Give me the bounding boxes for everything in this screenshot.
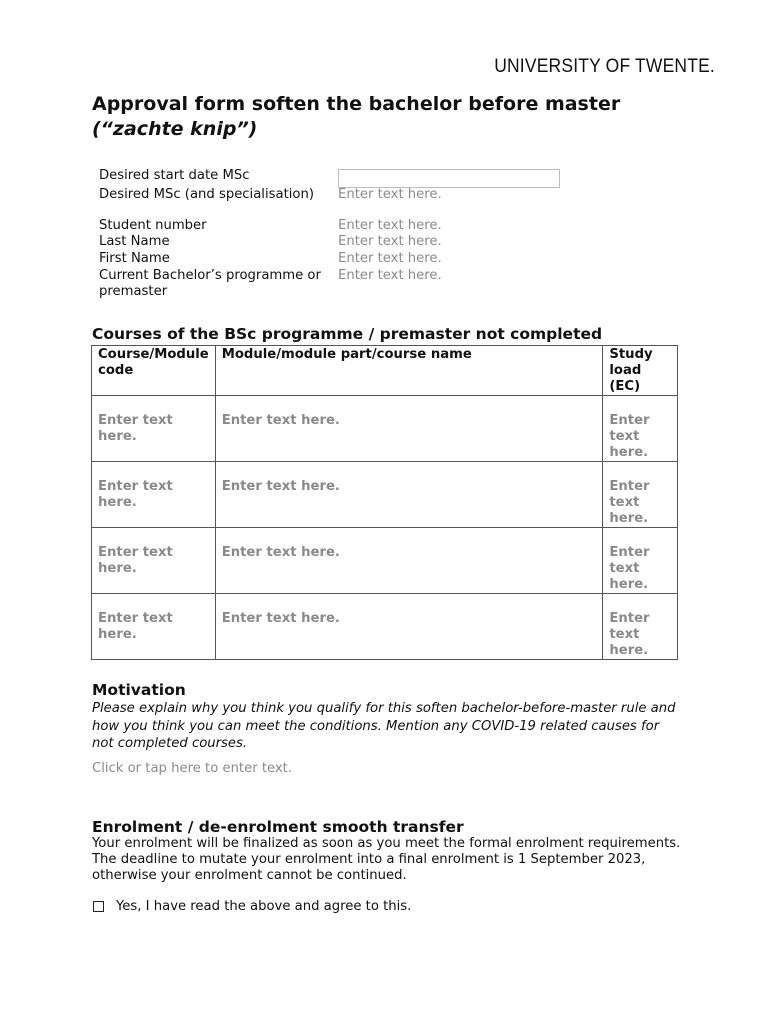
- personal-details-form: [99, 168, 619, 300]
- field-label-first-name: First Name: [99, 251, 170, 266]
- field-label-current-programme: Current Bachelor’s programme or premaster: [99, 268, 321, 299]
- enrolment-text: Your enrolment will be finalized as soon as you meet the formal enrolment requirements. The deadline to mutate your enrolment into a final enrolment is 1 September 2023, otherwise your enrolment cannot be continued.: [92, 836, 681, 883]
- course-code-input[interactable]: Enter text here.: [92, 396, 216, 462]
- field-row-current-programme: [99, 268, 619, 300]
- study-load-input[interactable]: Enter text here.: [603, 396, 678, 462]
- student-number-input[interactable]: Enter text here.: [338, 218, 442, 233]
- course-code-input[interactable]: Enter text here.: [92, 594, 216, 660]
- table-row: [92, 594, 678, 660]
- study-load-input[interactable]: Enter text here.: [603, 528, 678, 594]
- start-date-input[interactable]: [338, 169, 560, 188]
- first-name-input[interactable]: Enter text here.: [338, 251, 442, 266]
- agree-row[interactable]: [92, 899, 411, 914]
- course-code-input[interactable]: Enter text here.: [92, 528, 216, 594]
- study-load-input[interactable]: Enter text here.: [603, 594, 678, 660]
- current-programme-input[interactable]: Enter text here.: [338, 268, 442, 283]
- table-header-row: [92, 346, 678, 396]
- field-row-start-date: [99, 168, 619, 187]
- last-name-input[interactable]: Enter text here.: [338, 234, 442, 249]
- course-name-input[interactable]: Enter text here.: [215, 462, 603, 528]
- course-name-input[interactable]: Enter text here.: [215, 594, 603, 660]
- course-name-input[interactable]: Enter text here.: [215, 528, 603, 594]
- courses-table: [91, 345, 678, 660]
- course-name-input[interactable]: Enter text here.: [215, 396, 603, 462]
- motivation-input[interactable]: Click or tap here to enter text.: [92, 761, 293, 776]
- column-header-code: Course/Module code: [92, 346, 216, 396]
- page-title: [92, 92, 692, 142]
- field-row-first-name: [99, 251, 619, 268]
- title-line-1: Approval form soften the bachelor before master: [92, 93, 621, 115]
- field-row-last-name: [99, 234, 619, 251]
- field-row-desired-msc: [99, 187, 619, 219]
- agree-label: Yes, I have read the above and agree to this.: [116, 899, 412, 914]
- agree-checkbox[interactable]: [93, 901, 104, 912]
- courses-heading: Courses of the BSc programme / premaster not completed: [92, 325, 603, 343]
- university-logo: UNIVERSITY OF TWENTE.: [494, 56, 715, 77]
- field-label-desired-msc: Desired MSc (and specialisation): [99, 187, 314, 202]
- field-row-student-number: [99, 218, 619, 234]
- table-row: [92, 462, 678, 528]
- study-load-input[interactable]: Enter text here.: [603, 462, 678, 528]
- table-row: [92, 528, 678, 594]
- motivation-heading: Motivation: [92, 681, 186, 699]
- motivation-instructions: Please explain why you think you qualify for this soften bachelor-before-master rule and how you think you can meet the conditions. Mention any COVID-19 related causes for not completed courses.: [92, 701, 676, 751]
- enrolment-heading: Enrolment / de-enrolment smooth transfer: [92, 818, 464, 836]
- field-label-last-name: Last Name: [99, 234, 170, 249]
- column-header-name: Module/module part/course name: [215, 346, 603, 396]
- course-code-input[interactable]: Enter text here.: [92, 462, 216, 528]
- field-label-start-date: Desired start date MSc: [99, 168, 250, 183]
- title-line-2: (“zachte knip”): [92, 118, 258, 140]
- table-row: [92, 396, 678, 462]
- desired-msc-input[interactable]: Enter text here.: [338, 187, 442, 202]
- column-header-load: Study load (EC): [603, 346, 678, 396]
- field-label-student-number: Student number: [99, 218, 207, 233]
